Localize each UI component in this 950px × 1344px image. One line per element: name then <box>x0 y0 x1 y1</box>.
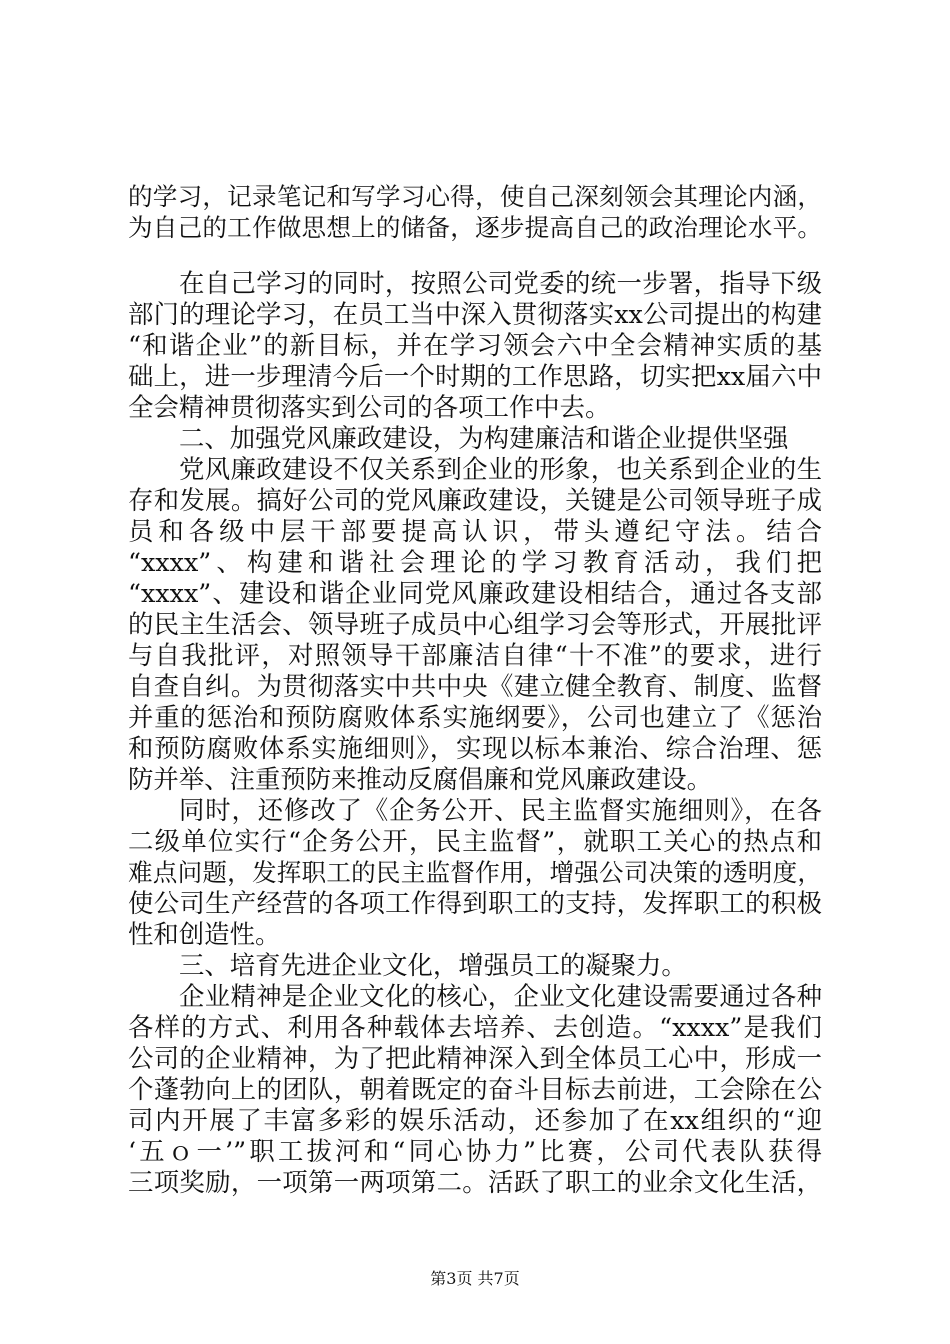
text-line: 性和创造性。 <box>128 919 281 949</box>
text-line: ‘五ｏ一’”职工拔河和“同心协力”比赛，公司代表队获得 <box>128 1136 822 1166</box>
text-line: 为自己的工作做思想上的储备，逐步提高自己的政治理论水平。 <box>128 213 822 242</box>
section-heading-3 <box>128 950 822 981</box>
text-line: 公司的企业精神，为了把此精神深入到全体员工心中，形成一 <box>128 1043 822 1073</box>
heading-line: 三、培育先进企业文化，增强员工的凝聚力。 <box>179 950 687 980</box>
text-line: “xxxx”、构建和谐社会理论的学习教育活动，我们把 <box>128 547 822 577</box>
paragraph-study-guidance <box>128 268 822 423</box>
paragraph-corporate-culture <box>128 981 822 1198</box>
text-line: 的学习，记录笔记和写学习心得，使自己深刻领会其理论内涵， <box>128 182 822 211</box>
text-line: 党风廉政建设不仅关系到企业的形象，也关系到企业的生 <box>179 454 822 484</box>
paragraph-open-affairs <box>128 795 822 950</box>
paragraph-clean-governance <box>128 454 822 795</box>
text-line: 部门的理论学习，在员工当中深入贯彻落实xx公司提出的构建 <box>128 299 822 329</box>
text-line: 的民主生活会、领导班子成员中心组学习会等形式，开展批评 <box>128 609 822 639</box>
text-line: “和谐企业”的新目标，并在学习领会六中全会精神实质的基 <box>128 330 822 360</box>
text-line: 企业精神是企业文化的核心，企业文化建设需要通过各种 <box>179 981 822 1011</box>
text-line: 员和各级中层干部要提高认识，带头遵纪守法。结合 <box>128 516 822 546</box>
text-line: 同时，还修改了《企务公开、民主监督实施细则》，在各 <box>179 795 822 825</box>
text-line: 全会精神贯彻落实到公司的各项工作中去。 <box>128 392 611 422</box>
text-line: 个蓬勃向上的团队，朝着既定的奋斗目标去前进，工会除在公 <box>128 1074 822 1104</box>
text-line: 与自我批评，对照领导干部廉洁自律“十不准”的要求，进行 <box>128 640 822 670</box>
text-line: 司内开展了丰富多彩的娱乐活动，还参加了在xx组织的“迎 <box>128 1105 822 1135</box>
text-line: 各样的方式、利用各种载体去培养、去创造。“xxxx”是我们 <box>128 1012 822 1042</box>
heading-line: 二、加强党风廉政建设，为构建廉洁和谐企业提供坚强 <box>179 423 789 453</box>
text-line: 存和发展。搞好公司的党风廉政建设，关键是公司领导班子成 <box>128 485 822 515</box>
text-line: 难点问题，发挥职工的民主监督作用，增强公司决策的透明度， <box>128 858 822 887</box>
text-line: 自查自纠。为贯彻落实中共中央《建立健全教育、制度、监督 <box>128 671 822 701</box>
text-line: 使公司生产经营的各项工作得到职工的支持，发挥职工的积极 <box>128 888 822 918</box>
text-line: 二级单位实行“企务公开，民主监督”，就职工关心的热点和 <box>128 826 822 856</box>
text-line: 和预防腐败体系实施细则》，实现以标本兼治、综合治理、惩 <box>128 733 822 763</box>
text-line: 并重的惩治和预防腐败体系实施纲要》，公司也建立了《惩治 <box>128 702 822 732</box>
text-line: 在自己学习的同时，按照公司党委的统一步署，指导下级 <box>179 268 822 298</box>
section-heading-2 <box>128 423 822 454</box>
page-number-footer: 第3页 共7页 <box>430 1269 520 1288</box>
text-line: 三项奖励，一项第一两项第二。活跃了职工的业余文化生活， <box>128 1167 822 1197</box>
text-line: 础上，进一步理清今后一个时期的工作思路，切实把xx届六中 <box>128 361 822 391</box>
text-line: 防并举、注重预防来推动反腐倡廉和党风廉政建设。 <box>128 764 712 794</box>
paragraph-continuation <box>128 181 822 243</box>
text-line: “xxxx”、建设和谐企业同党风廉政建设相结合，通过各支部 <box>128 578 822 608</box>
